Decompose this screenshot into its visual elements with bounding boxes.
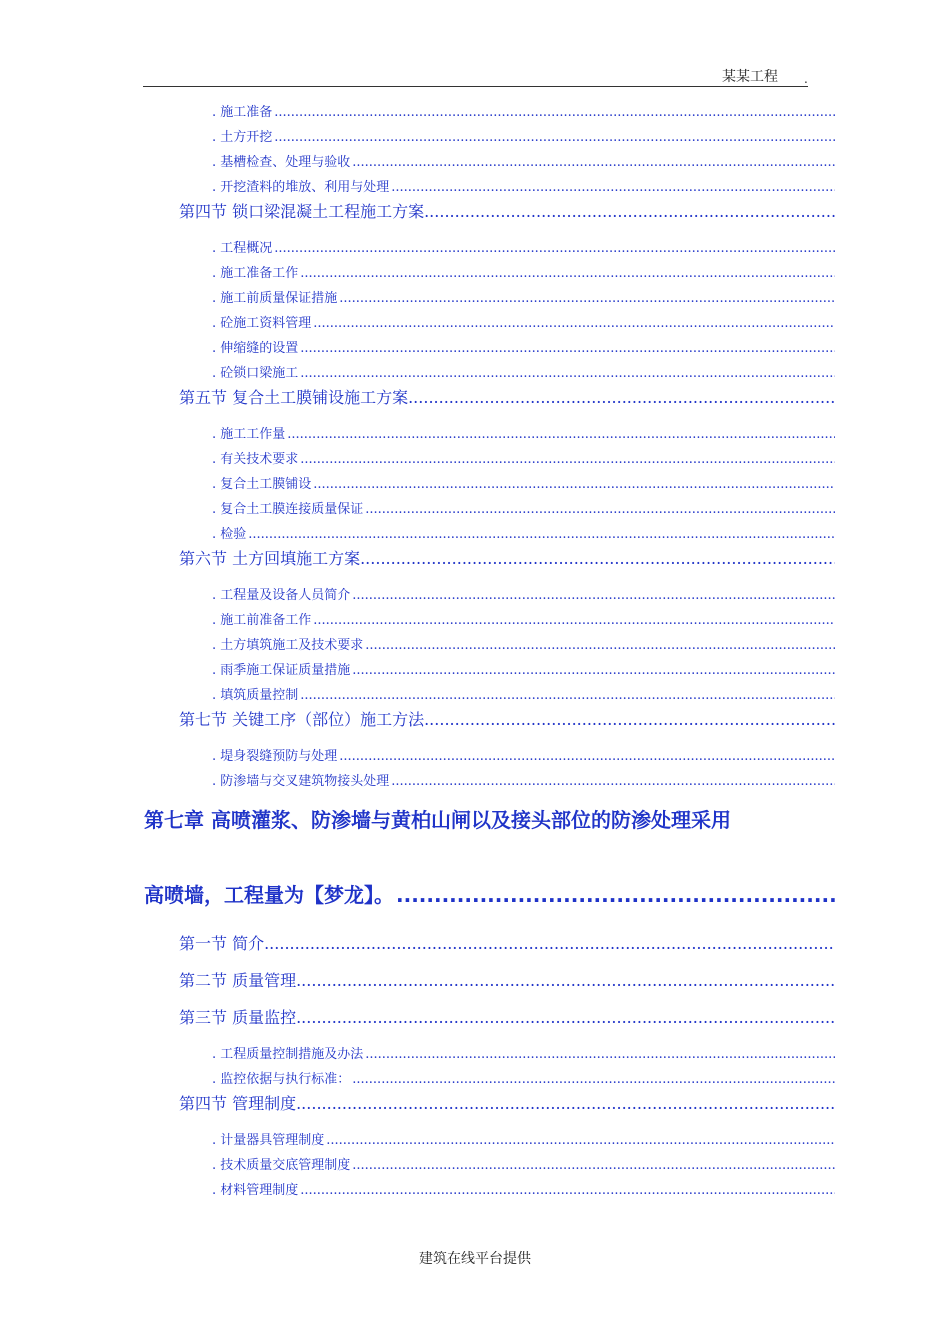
toc-section-label: 第六节 土方回填施工方案	[179, 549, 361, 568]
toc-leader	[300, 341, 835, 356]
header-title: 某某工程	[722, 69, 778, 85]
toc-section-label: 第四节 管理制度	[179, 1094, 297, 1113]
toc-leader	[424, 202, 835, 221]
toc-leader	[248, 527, 835, 542]
toc-section-label: 第二节 质量管理	[179, 971, 297, 990]
toc-entry-label: . 基槽检查、处理与验收	[212, 155, 351, 170]
toc-entry-label: . 有关技术要求	[212, 452, 299, 467]
toc-entry[interactable]	[212, 659, 835, 681]
toc-entry-label: . 检验	[212, 527, 247, 542]
toc-section-label: 第三节 质量监控	[179, 1008, 297, 1027]
toc-leader	[391, 180, 835, 195]
toc-entry[interactable]	[212, 609, 835, 631]
toc-entry[interactable]	[212, 423, 835, 445]
toc-leader	[352, 1158, 835, 1173]
toc-section[interactable]	[179, 199, 835, 225]
toc-leader	[352, 155, 835, 170]
toc-section[interactable]	[179, 1005, 835, 1031]
toc-entry-label: . 施工工作量	[212, 427, 286, 442]
toc-entry-label: . 计量器具管理制度	[212, 1133, 325, 1148]
header-rule	[143, 86, 808, 87]
toc-leader	[296, 1094, 835, 1113]
toc-leader	[408, 388, 835, 407]
toc-entry[interactable]	[212, 1129, 835, 1151]
toc-entry[interactable]	[212, 287, 835, 309]
toc-section-label: 第七节 关键工序（部位）施工方法	[179, 710, 425, 729]
toc-leader	[365, 502, 835, 517]
toc-entry[interactable]	[212, 473, 835, 495]
toc-leader	[326, 1133, 835, 1148]
toc-entry-label: . 土方开挖	[212, 130, 273, 145]
toc-entry[interactable]	[212, 684, 835, 706]
toc-entry-label: . 监控依据与执行标准：	[212, 1072, 351, 1087]
toc-entry[interactable]	[212, 262, 835, 284]
toc-leader	[300, 1183, 835, 1198]
toc-section[interactable]	[179, 707, 835, 733]
toc-leader	[352, 1072, 835, 1087]
toc-entry[interactable]	[212, 337, 835, 359]
toc-leader	[352, 588, 835, 603]
toc-entry[interactable]	[212, 151, 835, 173]
toc-leader	[365, 638, 835, 653]
toc-entry[interactable]	[212, 1179, 835, 1201]
toc-section[interactable]	[179, 931, 835, 957]
toc-leader	[264, 934, 835, 953]
toc-entry-label: . 伸缩缝的设置	[212, 341, 299, 356]
toc-entry[interactable]	[212, 126, 835, 148]
header-mark: .	[804, 72, 808, 86]
toc-entry-label: . 工程质量控制措施及办法	[212, 1047, 364, 1062]
toc-entry[interactable]	[212, 523, 835, 545]
toc-entry-label: . 堤身裂缝预防与处理	[212, 749, 338, 764]
toc-entry-label: . 复合土工膜铺设	[212, 477, 312, 492]
toc-section[interactable]	[179, 1091, 835, 1117]
toc-chapter-heading[interactable]: 第七章 高喷灌浆、防渗墙与黄柏山闸以及接头部位的防渗处理采用	[144, 808, 731, 832]
toc-entry[interactable]	[212, 237, 835, 259]
toc-section[interactable]	[179, 546, 835, 572]
toc-leader	[296, 971, 835, 990]
toc-leader	[287, 427, 835, 442]
toc-entry[interactable]	[212, 101, 835, 123]
toc-leader	[339, 749, 835, 764]
toc-entry-label: . 砼锁口梁施工	[212, 366, 299, 381]
toc-entry-label: . 填筑质量控制	[212, 688, 299, 703]
toc-leader	[300, 366, 835, 381]
toc-section[interactable]	[179, 968, 835, 994]
toc-section[interactable]	[179, 385, 835, 411]
toc-leader	[313, 477, 835, 492]
toc-leader	[424, 710, 835, 729]
toc-entry-label: . 材料管理制度	[212, 1183, 299, 1198]
toc-chapter-heading-cont[interactable]	[144, 879, 836, 909]
toc-entry[interactable]	[212, 176, 835, 198]
toc-entry-label: . 复合土工膜连接质量保证	[212, 502, 364, 517]
toc-entry-label: . 开挖渣料的堆放、利用与处理	[212, 180, 390, 195]
toc-entry-label: . 施工前质量保证措施	[212, 291, 338, 306]
toc-entry[interactable]	[212, 1043, 835, 1065]
toc-leader	[274, 105, 835, 120]
toc-leader	[352, 663, 835, 678]
toc-leader	[296, 1008, 835, 1027]
toc-section-label: 第一节 简介	[179, 934, 265, 953]
toc-leader	[360, 549, 835, 568]
toc-leader	[313, 613, 835, 628]
toc-entry[interactable]	[212, 584, 835, 606]
toc-entry-label: . 施工准备	[212, 105, 273, 120]
toc-entry-label: . 防渗墙与交叉建筑物接头处理	[212, 774, 390, 789]
page-footer: 建筑在线平台提供	[419, 1251, 531, 1267]
toc-entry[interactable]	[212, 312, 835, 334]
toc-leader	[365, 1047, 835, 1062]
toc-leader	[274, 241, 835, 256]
toc-leader	[300, 266, 835, 281]
toc-entry[interactable]	[212, 745, 835, 767]
toc-entry-label: . 工程概况	[212, 241, 273, 256]
toc-leader	[300, 688, 835, 703]
toc-leader	[339, 291, 835, 306]
toc-entry-label: . 工程量及设备人员简介	[212, 588, 351, 603]
toc-entry[interactable]	[212, 634, 835, 656]
toc-entry[interactable]	[212, 498, 835, 520]
toc-entry-label: . 砼施工资料管理	[212, 316, 312, 331]
toc-entry[interactable]	[212, 448, 835, 470]
toc-leader	[300, 452, 835, 467]
toc-chapter-label: 高喷墙，工程量为【梦龙】。	[144, 883, 394, 907]
toc-section-label: 第四节 锁口梁混凝土工程施工方案	[179, 202, 425, 221]
toc-leader	[274, 130, 835, 145]
toc-leader	[396, 883, 836, 907]
toc-entry-label: . 施工准备工作	[212, 266, 299, 281]
toc-section-label: 第五节 复合土工膜铺设施工方案	[179, 388, 409, 407]
toc-entry-label: . 土方填筑施工及技术要求	[212, 638, 364, 653]
toc-entry[interactable]	[212, 770, 835, 792]
toc-entry[interactable]	[212, 1154, 835, 1176]
toc-entry-label: . 雨季施工保证质量措施	[212, 663, 351, 678]
toc-entry[interactable]	[212, 1068, 835, 1090]
toc-entry-label: . 技术质量交底管理制度	[212, 1158, 351, 1173]
toc-leader	[313, 316, 835, 331]
toc-entry[interactable]	[212, 362, 835, 384]
toc-entry-label: . 施工前准备工作	[212, 613, 312, 628]
toc-leader	[391, 774, 835, 789]
